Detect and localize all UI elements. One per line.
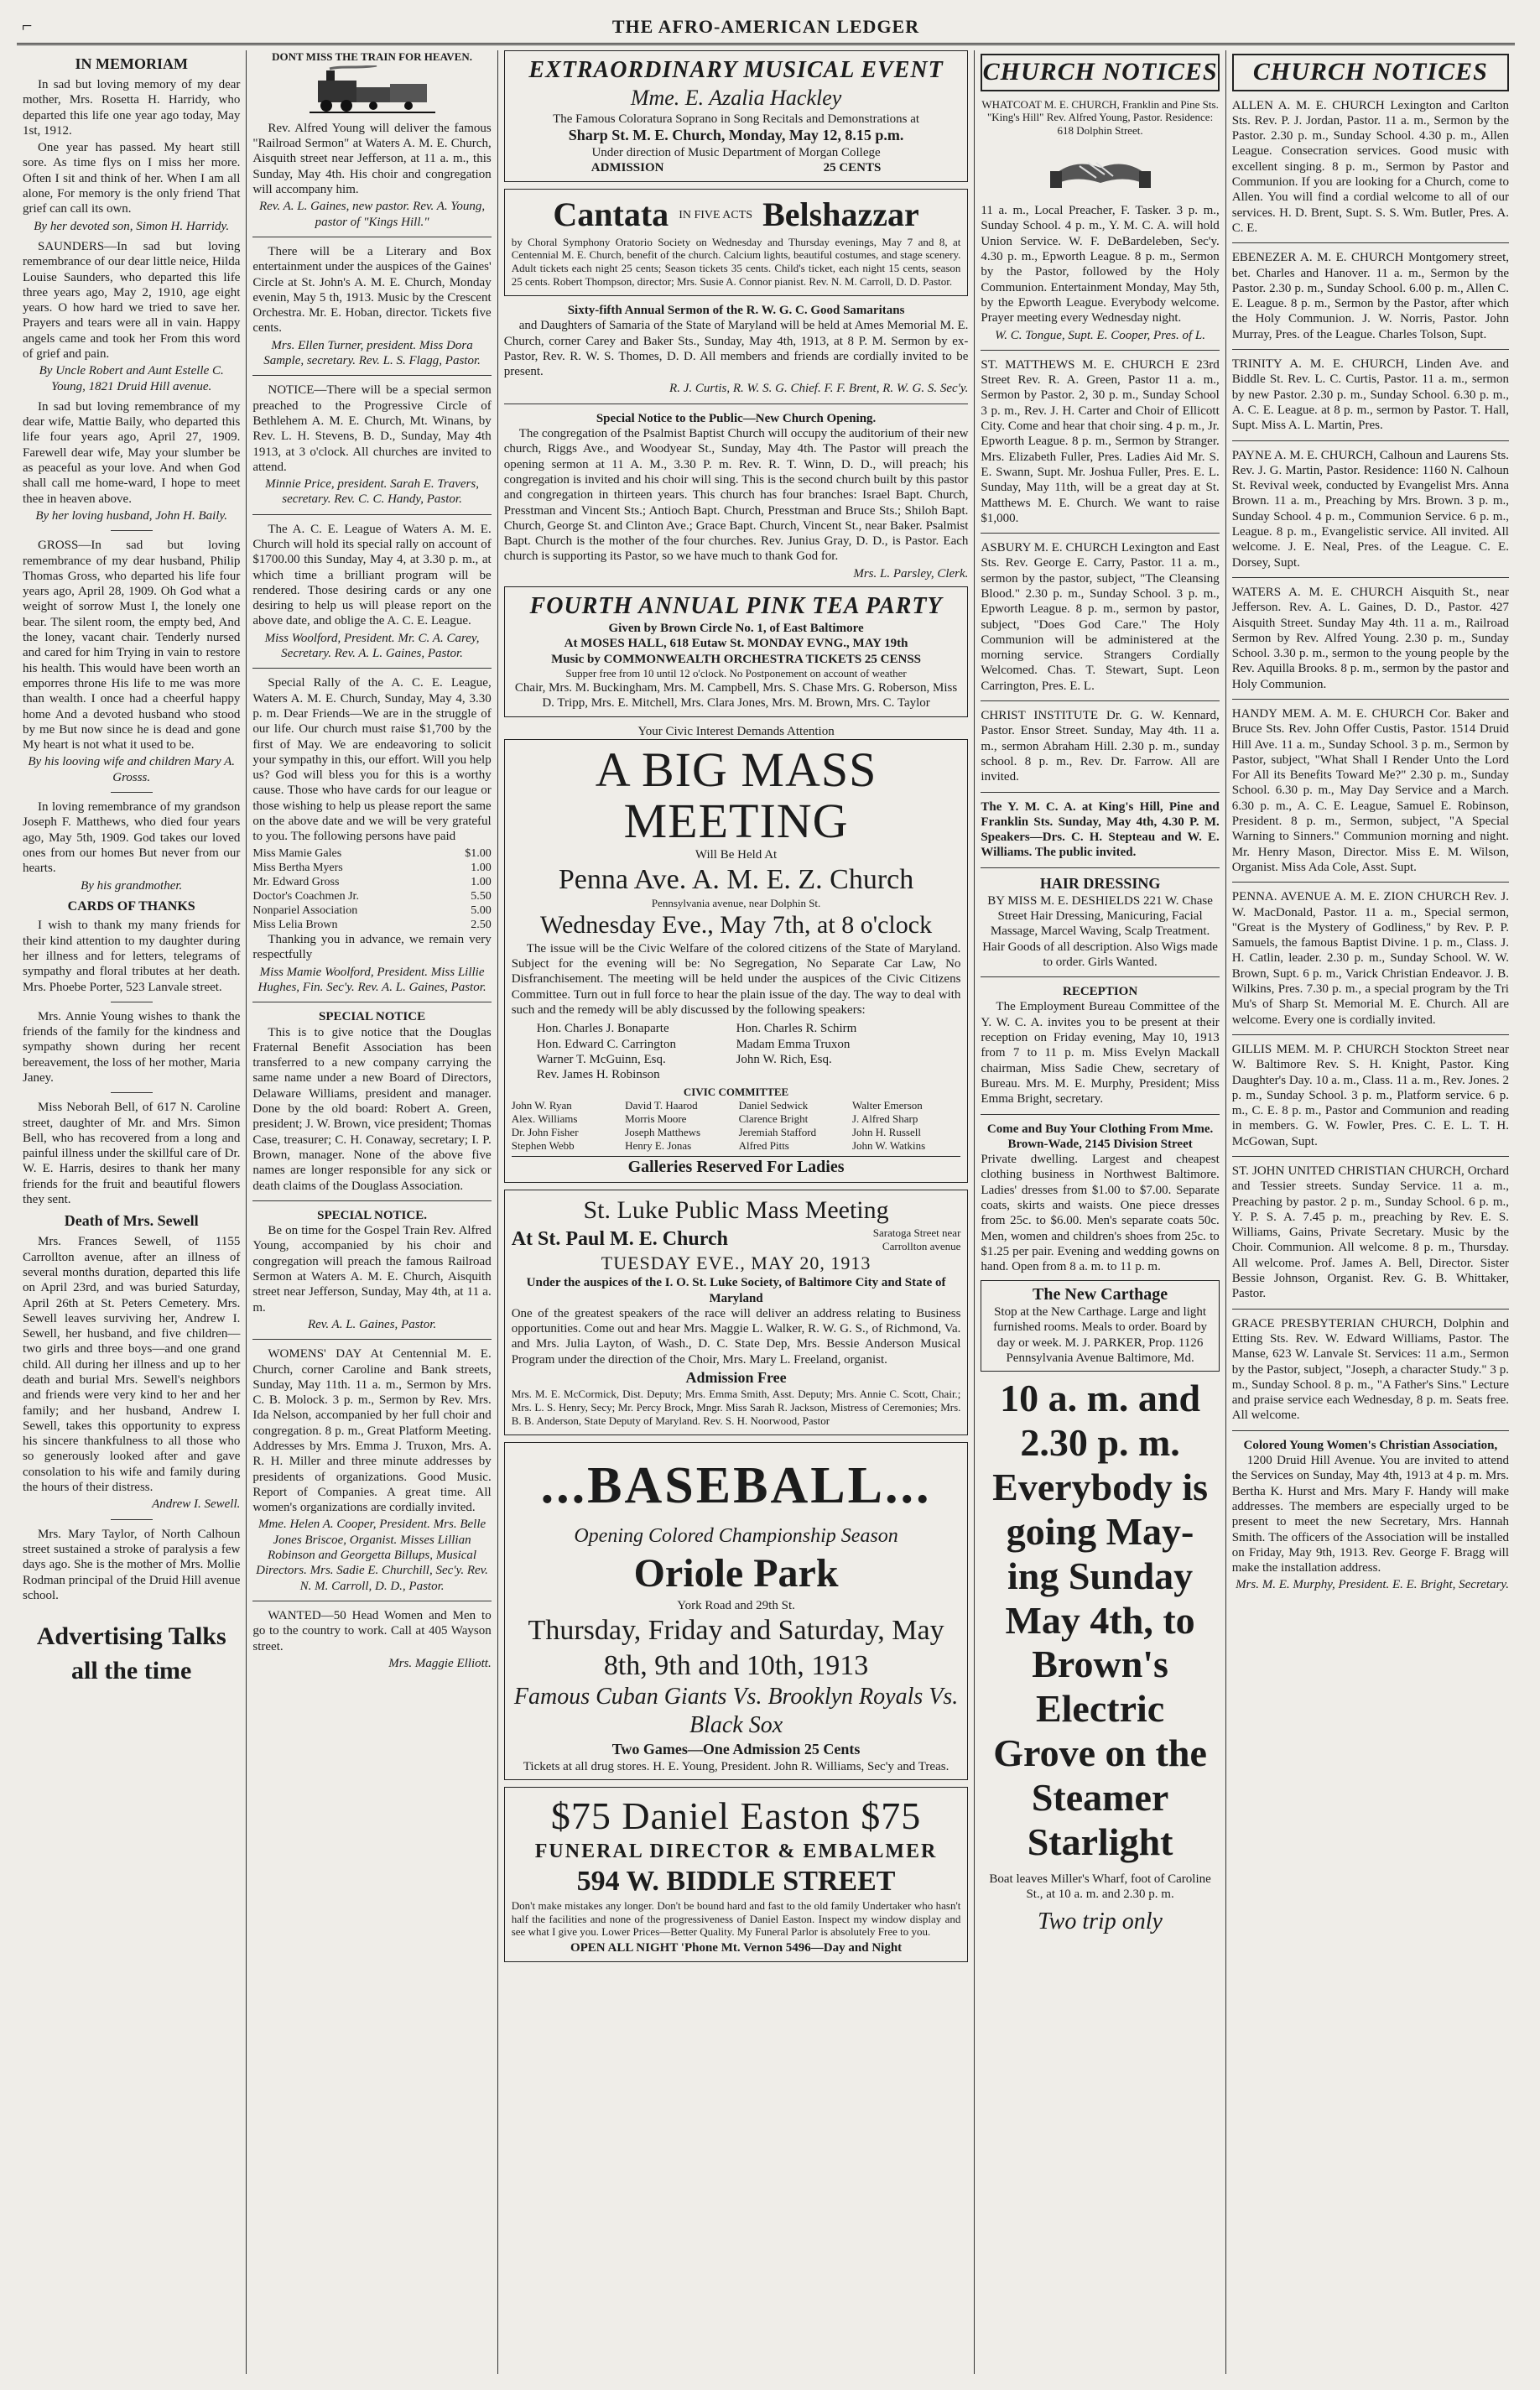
- mass-speakers: [537, 1021, 936, 1082]
- paid-amount: 5.50: [471, 889, 492, 903]
- hair-dressing-text: BY MISS M. E. DESHIELDS 221 W. Chase Street Hair Dressing, Manicuring, Facial Massage, Marcel Waving, Scalp Treatment. Hair Goods of all description. Also Wigs made to order. Girls Wanted.: [982, 893, 1218, 969]
- paid-list-row: [252, 918, 491, 932]
- paid-name: Miss Lelia Brown: [252, 919, 338, 932]
- whatcoat-services: 11 a. m., Local Preacher, F. Tasker. 3 p. m., Sunday School. 4 p. m., Y. M. C. A. will hold Union Service. W. F. DeBardeleben, Sec'y. 4.30 p. m., Epworth League. 8 p. m., Sermon by the Pastor, followed by the Holy Communion. Entertainment Monday, May 5th, by the Epworth League. Everybody welcome. Prayer meeting every Wednesday night.: [981, 204, 1220, 325]
- whatcoat-header: WHATCOAT M. E. CHURCH, Franklin and Pine Sts. "King's Hill" Rev. Alfred Young, Pastor. Residence: 618 Dolphin Street.: [981, 97, 1219, 138]
- st-luke-date: TUESDAY EVE., MAY 20, 1913: [601, 1252, 871, 1274]
- opening-heading: Special Notice to the Public—New Church Opening.: [596, 411, 877, 425]
- speaker-name: Rev. James H. Robinson: [536, 1068, 660, 1082]
- divider: [981, 976, 1219, 977]
- notice-text: NOTICE—There will be a special sermon preached to the Progressive Circle of Bethlehem A. M. E. Church, Mt. Winans, by Rev. L. H. Stevens, B. D., Sunday, May 4th 1913, at 3 o'clock. All churches are invited to attend.: [252, 383, 492, 474]
- divider: [1232, 1309, 1509, 1310]
- column-2: [247, 50, 497, 2374]
- reception-heading: RECEPTION: [1062, 985, 1138, 999]
- sewell-text: Mrs. Frances Sewell, of 1155 Carrollton avenue, after an illness of several months duration, departed this life on April 23rd, and was buried Saturday, April 26th at St. Peters Cemetery. Mrs. Sewell leaves surviving her, Andrew I. Sewell, her husband, and five children—two girls and three boys—and one grand child. All during her illness and up to her death and burial Mrs. Sewell's neighbors and friends were very kind to her and her family; and her husband, Andrew I. Sewell, takes this opportunity to express his sincere thankfulness to all those who so generously looked after and gave consolation to his wife and family during the hours of their distress.: [23, 1235, 241, 1495]
- paid-name: Mr. Edward Gross: [252, 875, 340, 888]
- paid-name: Miss Bertha Myers: [252, 861, 343, 874]
- train-heading: DONT MISS THE TRAIN FOR HEAVEN.: [272, 50, 472, 63]
- divider: [1232, 882, 1509, 883]
- civic-line: Your Civic Interest Demands Attention: [637, 724, 835, 738]
- brown-wade-heading: Come and Buy Your Clothing From Mme. Brown-Wade, 2145 Division Street: [986, 1122, 1214, 1151]
- literary-text: There will be a Literary and Box entertainment under the auspices of the Gaines' Circle at St. John's A. M. E. Church, Monday evenin, May 5 th, 1913. Music by the Crescent Orchestra. Mr. E. Hoban, director. Tickets five cents.: [252, 244, 492, 336]
- saunders-signature: By Uncle Robert and Aunt Estelle C. Young, 1821 Druid Hill avenue.: [39, 364, 224, 393]
- cantata-left: Cantata: [553, 195, 669, 233]
- divider: [981, 792, 1219, 793]
- divider: [981, 867, 1219, 868]
- committee-member: John W. Watkins: [851, 1138, 926, 1152]
- committee-member: John H. Russell: [851, 1126, 921, 1139]
- harridy-poem: One year has passed. My heart still sore. As time flys on I miss her more. Often I sit and think of her. When I am all alone, For memory is the only friend That grief can call its own.: [23, 141, 241, 216]
- matthews-text: In loving remembrance of my grandson Joseph F. Matthews, who died four years ago, May 5th, 1909. God takes our loved ones from our homes But never from our hearts.: [23, 800, 241, 876]
- hackley-ad: [504, 50, 969, 182]
- column-1: [17, 50, 247, 2374]
- notice-signature: Minnie Price, president. Sarah E. Travers, secretary. Rev. C. C. Handy, Pastor.: [265, 477, 479, 507]
- baseball-tickets: Tickets at all drug stores. H. E. Young, President. John R. Williams, Sec'y and Treas.: [523, 1759, 949, 1773]
- st-luke-officers: Mrs. M. E. McCormick, Dist. Deputy; Mrs. Emma Smith, Asst. Deputy; Mrs. Annie C. Scott, Chair.; Mrs. L. S. Henry, Secy; Mr. Percy Brock, Mngr. Miss Sarah R. Jackson, Mistress of Ceremonies; Mrs. B. B. Anderson, State Deputy of Maryland. Rev. S. H. Noorwood, Pastor: [511, 1388, 961, 1427]
- st-luke-auspices: Under the auspices of the I. O. St. Luke Society, of Baltimore City and State of Maryland: [526, 1276, 946, 1305]
- st-john-notice: ST. JOHN UNITED CHRISTIAN CHURCH, Orchard and Tessier streets. Sunday Service. 11 a. m., Preaching by pastor. 2 p. m., Sunday School. 6 p. m., Y. P. S. A. 7.45 p. m., preaching by Rev. E. S. Williams, Gains, Private Secretary. Music by the Choir. Communion. All welcome. 8 p. m., Thursday. All welcome. Prof. James A. Bell, Director. Sister Bessie Johnson, Organist. Rev. G. B. Whittaker, Pastor.: [1231, 1164, 1509, 1301]
- divider: [1232, 1430, 1509, 1431]
- mass-title: A BIG MASS MEETING: [595, 742, 877, 848]
- train-icon: [310, 65, 435, 116]
- paid-list-row: [252, 846, 491, 861]
- divider: [981, 1114, 1219, 1115]
- wanted-text: WANTED—50 Head Women and Men to go to the country to work. Call at 405 Wayson street.: [252, 1608, 492, 1653]
- anniversary-heading: Sixty-fifth Annual Sermon of the R. W. G. C. Good Samaritans: [567, 303, 905, 317]
- st-luke-admission: Admission Free: [685, 1369, 787, 1387]
- divider: [252, 1200, 491, 1201]
- literary-signature: Mrs. Ellen Turner, president. Miss Dora Sample, secretary. Rev. L. S. Flagg, Pastor.: [263, 338, 481, 368]
- ywca-heading: Colored Young Women's Christian Association,: [1243, 1438, 1498, 1452]
- easton-title: $75 Daniel Easton $75: [550, 1794, 922, 1837]
- divider: [252, 668, 491, 669]
- cantata-right: Belshazzar: [762, 195, 919, 233]
- cantata-text: by Choral Symphony Oratorio Society on Wednesday and Thursday evenings, May 7 and 8, at Centennial M. E. Church, benefit of the church. Calcium lights, beautiful costumes, and stage scenery. Adult tickets each night 25 cents; Season tickets 35 cents. Child's ticket, each night 15 cents, season 25 cents. Robert Thompson, director; Mrs. Susie A. Connor pianist. Rev. N. M. Carroll, D. D. Pastor.: [511, 235, 961, 289]
- pink-tea-line1: Given by Brown Circle No. 1, of East Baltimore: [608, 622, 864, 636]
- baily-text: In sad but loving remembrance of my dear wife, Mattie Baily, who departed this life four years ago, April 27, 1909. Farewell dear wife, May your slumber be as peaceful as your love. And when God shall call me home-ward, I hope to meet thee in heaven above.: [23, 399, 241, 506]
- divider: [981, 533, 1219, 534]
- mass-place: Penna Ave. A. M. E. Z. Church: [558, 863, 914, 895]
- rally-close: Thanking you in advance, we remain very respectfully: [252, 933, 492, 962]
- easton-text: Don't make mistakes any longer. Don't be bound hard and fast to the old family Undertaker who hasn't half the facilities and none of the progressiveness of Daniel Easton. Inspect my window display and see what I give you. Lower Prices—Better Quality. My Funeral Parlor is absolutely Free to you.: [511, 1898, 961, 1939]
- ace-signature: Miss Woolford, President. Mr. C. A. Carey, Secretary. Rev. A. L. Gaines, Pastor.: [264, 631, 480, 661]
- opening-signature: Mrs. L. Parsley, Clerk.: [853, 566, 969, 581]
- womens-day-text: WOMENS' DAY At Centennial M. E. Church, corner Caroline and Bank streets, Sunday, May 11th. 11 a. m., Sermon by Mrs. C. B. Molock. 3 p. m., Sermon by Rev. Mrs. Ida Nelson, accompanied by her full choir and congregation. 8 p. m., Great Platform Meeting. Addresses by Mrs. Emma J. Truxon, Mrs. A. R. H. Miller and three minute addresses by presidents of organizations. Good Music. Report of Companies. A great time. All women's organizations are cordially invited.: [252, 1347, 492, 1515]
- hackley-name: Mme. E. Azalia Hackley: [630, 86, 842, 111]
- easton-ad: [504, 1787, 969, 1962]
- handshake-icon: [1050, 141, 1151, 200]
- cards-of-thanks-heading: CARDS OF THANKS: [67, 898, 195, 914]
- anniversary-signature: R. J. Curtis, R. W. S. G. Chief. F. F. Brent, R. W. G. S. Sec'y.: [669, 382, 969, 396]
- masthead: [17, 12, 1515, 45]
- divider: [1232, 577, 1509, 578]
- galleries-line: Galleries Reserved For Ladies: [512, 1156, 961, 1177]
- divider: [111, 792, 153, 793]
- masthead-title: THE AFRO-AMERICAN LEDGER: [611, 16, 920, 38]
- divider: [1232, 440, 1509, 441]
- divider: [1232, 699, 1509, 700]
- hair-dressing-heading: HAIR DRESSING: [1039, 874, 1161, 892]
- pink-tea-line4: Supper free from 10 until 12 o'clock. No Postponement on account of weather: [565, 667, 907, 680]
- matthews-signature: By his grandmother.: [81, 878, 183, 893]
- st-luke-place-row: [512, 1226, 961, 1253]
- committee-member: Jeremiah Stafford: [738, 1126, 817, 1139]
- pink-tea-line3: Music by COMMONWEALTH ORCHESTRA TICKETS 25 CENSS: [551, 652, 922, 666]
- excursion-boat: Boat leaves Miller's Wharf, foot of Caroline St., at 10 a. m. and 2.30 p. m.: [989, 1872, 1211, 1902]
- church-notices-header-2: CHURCH NOTICES: [1232, 54, 1509, 91]
- train-text: Rev. Alfred Young will deliver the famous "Railroad Sermon" at Waters A. M. E. Church, Aisquith street near Jefferson, at 11 a. m., this Sunday, May 4th. His choir and congregation will accompany him.: [252, 121, 492, 197]
- divider: [111, 1519, 153, 1520]
- divider: [1232, 1156, 1509, 1157]
- columns: [17, 50, 1515, 2374]
- divider: [1232, 242, 1509, 243]
- baseball-games: Two Games—One Admission 25 Cents: [611, 1740, 861, 1757]
- cantata-mid: IN FIVE ACTS: [679, 208, 753, 221]
- carthage-ad: [981, 1280, 1219, 1372]
- mass-when: Wednesday Eve., May 7th, at 8 o'clock: [540, 911, 933, 940]
- advertising-slogan: Advertising Talks all the time: [36, 1622, 226, 1684]
- in-memoriam-heading: IN MEMORIAM: [75, 55, 188, 72]
- page-corner-mark: ⌐: [22, 15, 33, 36]
- st-luke-ad: [504, 1190, 969, 1435]
- carthage-text: Stop at the New Carthage. Large and light furnished rooms. Meals to order. Board by day or week. M. J. PARKER, Prop. 1126 Pennsylvania Avenue Baltimore, Md.: [993, 1304, 1208, 1365]
- mass-text: The issue will be the Civic Welfare of the colored citizens of the State of Maryland. Subject for the evening will be: No Segregation, No Separate Car Law, No Disfranchisement. The meeting will be held under the auspices of the Civic Citizens Committee. Turn out in full force to hear the plain issue of the day. The way to deal with such and the remedy will be ably discussed by the following speakers:: [511, 941, 961, 1017]
- committee-member: John W. Ryan: [511, 1099, 572, 1112]
- special-notice-2-text: Be on time for the Gospel Train Rev. Alfred Young, accompanied by his choir and congregation will preach the famous Railroad Sermon at Waters A. M. E. Church, Aisquith street near Jefferson, Sunday, May 4th, at 11 a. m.: [252, 1224, 492, 1315]
- brown-wade-text: Private dwelling. Largest and cheapest clothing business in Northwest Baltimore. Ladies' dresses from $1.00 to $7.00. Separate coats, skirts and waists. One piece dresses from 25c. to $6.00. Men's separate coats 50c. Men, women and children's shoes from 25c. to $1.25 per pair. Evening and wedding gowns on hand. Open from 8 a. m. to 11 p. m.: [981, 1153, 1220, 1274]
- easton-street: 594 W. BIDDLE STREET: [576, 1866, 896, 1898]
- speaker-name: Warner T. McGuinn, Esq.: [536, 1052, 666, 1066]
- divider: [252, 514, 491, 515]
- mass-meeting-ad: [504, 739, 969, 1183]
- committee-member: Clarence Bright: [738, 1112, 809, 1126]
- grace-notice: GRACE PRESBYTERIAN CHURCH, Dolphin and Etting Sts. Rev. W. Edward Williams, Pastor. The Manse, 623 W. Lanvale St. Services: 11 a.m., Sermon by the Pastor, subject, "Joseph, a character Study." 3 p. m., Sunday School. 8 p. m., "A Father's Sins." Lecture and praise service each Wednesday, 8 p. m. Seats free. All welcome.: [1231, 1316, 1509, 1423]
- baseball-ad: [504, 1442, 969, 1780]
- pink-tea-line2: At MOSES HALL, 618 Eutaw St. MONDAY EVNG., MAY 19th: [564, 637, 908, 651]
- st-matthews-notice: ST. MATTHEWS M. E. CHURCH E 23rd Street Rev. R. A. Green, Pastor 11 a. m., Sermon by Pastor. 2, 30 p. m., Sunday School 3 p. m., Rev. J. H. Carter and Choir of Ellicott City. Come and hear that choir sing. 4 p. m., Jr. Epworth League. 8 p. m., Sermon by Stranger. Mrs. Elizabeth Fuller, Pres. Ladies Aid Mr. S. E. Swann, Supt. Mr. Joshua Fuller, Pres. E. L. Sunday, May 11th, will be a great day at St. Matthews M. E. Church. We want to raise $1,000.: [981, 357, 1220, 525]
- committee-member: Daniel Sedwick: [738, 1099, 809, 1112]
- trinity-notice: TRINITY A. M. E. CHURCH, Linden Ave. and Biddle St. Rev. L. C. Curtis, Pastor. 11 a. m., sermon by new Pastor. 2.30 p. m., Sunday School. 6.30 p. m., A. C. E. League. at 8 p. m., sermon by Pastor. T. Hall, Supt. Miss A. L. Martin, Pres.: [1231, 357, 1509, 433]
- rally-text: Special Rally of the A. C. E. League, Waters A. M. E. Church, Sunday, May 4, 3.30 p. m. Dear Friends—We are in the struggle of our life. Our church must raise $1,700 by the first of May. We are endeavoring to solicit your sympathy in this, our effort. Will you help us? God will bless you for this is a worthy cause. Those who have cards for our league or those wishing to help us please report the same on the above date and we will be very grateful to you. The following persons have paid: [252, 676, 492, 844]
- easton-night: OPEN ALL NIGHT 'Phone Mt. Vernon 5496—Day and Night: [570, 1941, 903, 1955]
- divider: [252, 375, 491, 376]
- excursion-two-trip: Two trip only: [1038, 1908, 1163, 1934]
- taylor-text: Mrs. Mary Taylor, of North Calhoun street sustained a stroke of paralysis a few days ago. She is the mother of Mrs. Mollie Rodman principal of the Druid Hill avenue school.: [23, 1527, 241, 1602]
- cantata-title-row: [512, 195, 961, 236]
- payne-notice: PAYNE A. M. E. CHURCH, Calhoun and Laurens Sts. Rev. J. G. Martin, Pastor. Residence: 1160 N. Calhoun St. Revival week, conducted by Evangelist Mrs. Anna Brown. 11 a. m., Preaching by Mrs. Brown. 3 p. m., Sunday School. 4 p. m., Communion Service. 6 p. m., League. 8 p. m., Evangelistic service. All invited. All welcome. J. E. Neal, Pres. of the League. C. E. Dorsey, Supt.: [1231, 448, 1509, 570]
- speaker-name: Hon. Edward C. Carrington: [536, 1037, 676, 1051]
- harridy-text: In sad but loving memory of my dear mother, Mrs. Rosetta H. Harridy, who departed this life one year ago today, May 1st, 1912.: [23, 77, 241, 138]
- special-notice-2-heading: SPECIAL NOTICE.: [317, 1208, 427, 1222]
- ymca-notice: The Y. M. C. A. at King's Hill, Pine and Franklin Sts. Sunday, May 4th, 4.30 P. M. Speakers—Drs. C. H. Stepteau and W. E. Williams. The public invited.: [981, 799, 1220, 860]
- committee-member: Alfred Pitts: [738, 1138, 789, 1152]
- hackley-title: EXTRAORDINARY MUSICAL EVENT: [528, 57, 944, 83]
- ywca-text: 1200 Druid Hill Avenue. You are invited to attend the Services on Sunday, May 4th, 1913 at 4 p. m. Mrs. Bertha K. Hurst and Mrs. Mary F. Handy will make addresses. The members are especially urged to be present to meet the new Secretary, Mrs. Hannah Smith. The officers of the Association will be installed on Friday, May 9th, 1913. Rev. George F. Bragg will make the installation address.: [1231, 1454, 1509, 1575]
- speaker-name: Hon. Charles J. Bonaparte: [536, 1022, 669, 1036]
- civic-committee-heading: CIVIC COMMITTEE: [683, 1086, 789, 1099]
- divider: [111, 1092, 153, 1093]
- anniversary-text: and Daughters of Samaria of the State of Maryland will be held at Ames Memorial M. E. Church, corner Carey and Baker Sts., Sunday, May 4th, 1913, at 8 P. M. Sermon by ex-Pastor, Rev. R. W. S. Thomes, D. D. All members and friends are cordially invited to be present.: [503, 319, 969, 379]
- wanted-signature: Mrs. Maggie Elliott.: [388, 1656, 492, 1670]
- waters-notice: WATERS A. M. E. CHURCH Aisquith St., near Jefferson. Rev. A. L. Gaines, D. D., Pastor. 427 Aisquith Street. Sunday May 4th. 11 a. m., Railroad Sermon by Rev. Alfred Young. 2.30 p. m., Sunday School. 3.30 p. m., sermon to the young people by the Rev. Aquilla Brooks. 8 p. m., sermon by the pastor and Holy Communion.: [1231, 585, 1509, 691]
- hackley-direction: Under direction of Music Department of Morgan College: [591, 146, 881, 160]
- baseball-teams: Famous Cuban Giants Vs. Brooklyn Royals Vs. Black Sox: [513, 1684, 959, 1739]
- ace-text: The A. C. E. League of Waters A. M. E. Church will hold its special rally on account of $1700.00 this Sunday, May 4, at 3.30 p. m., at which time a brilliant program will be rendered. Those desiring cards or any one desiring to help us will please report on the above date, and oblige the A. C. E. League.: [252, 522, 492, 628]
- paid-list: [252, 846, 491, 932]
- divider: [981, 350, 1219, 351]
- committee-member: Walter Emerson: [851, 1099, 923, 1112]
- paid-list-row: [252, 861, 491, 875]
- committee-member: David T. Haarod: [625, 1099, 698, 1112]
- divider: [252, 1339, 491, 1340]
- column-3: [498, 50, 976, 2374]
- womens-day-signature: Mme. Helen A. Cooper, President. Mrs. Belle Jones Briscoe, Organist. Misses Lillian Robinson and Georgetta Billups, Musical Directors. Mrs. Sadie E. Churchill, Sec'y. Rev. N. M. Carroll, D. D., Pastor.: [256, 1518, 488, 1593]
- committee-member: Alex. Williams: [511, 1112, 578, 1126]
- speaker-name: John W. Rich, Esq.: [736, 1052, 832, 1066]
- column-4: [975, 50, 1225, 2374]
- young-thanks-text: Mrs. Annie Young wishes to thank the friends of the family for the kindness and sympathy shown during her recent bereavement, the loss of her mother, Maria Janey.: [23, 1009, 241, 1085]
- ebenezer-notice: EBENEZER A. M. E. CHURCH Montgomery street, bet. Charles and Hanover. 11 a. m., Sermon by the Pastor. 2.30 p. m., Sunday School. 6.00 p. m., Allen C. E. League. 8 p. m., Sermon by the Pastor, after which the Holy Communion. J. W. Norris, Pastor. John Murray, Pres. of the League. Charles Tolson, Supt.: [1231, 251, 1509, 341]
- paid-amount: $1.00: [465, 846, 492, 860]
- paid-amount: 2.50: [471, 919, 492, 932]
- whatcoat-signature: W. C. Tongue, Supt. E. Cooper, Pres. of L.: [995, 328, 1206, 342]
- paid-name: Nonpariel Association: [252, 903, 358, 917]
- pink-tea-line5: Chair, Mrs. M. Buckingham, Mrs. M. Campbell, Mrs. S. Chase Mrs. G. Roberson, Miss D. Tripp, Mrs. E. Mitchell, Mrs. Clara Jones, Mrs. M. Brown, Mrs. C. Taylor: [514, 680, 958, 711]
- st-luke-place: At St. Paul M. E. Church: [511, 1227, 728, 1250]
- hackley-price: 25 CENTS: [823, 161, 882, 175]
- speaker-name: [736, 1067, 936, 1082]
- paid-name: Doctor's Coachmen Jr.: [252, 889, 359, 903]
- divider: [981, 700, 1219, 701]
- sewell-heading: Death of Mrs. Sewell: [64, 1212, 199, 1230]
- mass-place-sub: Pennsylvania avenue, near Dolphin St.: [651, 897, 821, 910]
- cards-text: I wish to thank my many friends for their kind attention to my daughter during her illness and for letters, telegrams of sympathy and floral tributes at her death. Mrs. Phoebe Porter, 523 Lanvale street.: [23, 919, 241, 994]
- special-notice-heading: SPECIAL NOTICE: [318, 1010, 426, 1024]
- baseball-season: Opening Colored Championship Season: [574, 1525, 898, 1548]
- paid-amount: 5.00: [471, 903, 492, 917]
- excursion-ad: 10 a. m. and 2.30 p. m. Everybody is going May-ing Sunday May 4th, to Brown's Electric Grove on the Steamer Starlight: [992, 1377, 1209, 1864]
- train-signature: Rev. A. L. Gaines, new pastor. Rev. A. Young, pastor of "Kings Hill.": [258, 200, 486, 229]
- gross-text: GROSS—In sad but loving remembrance of my dear husband, Philip Thomas Gross, who departed his life four years ago, April 28, 1909. Oh God what a weight of sorrow Must I, the lonely one bear. The silent room, the empty bed, And the loney, vacant chair. Tenderly nursed and cared for him Trying in vain to restore his health. This would have been worth an emporres throne His life to me was more than wealth. I once had a cheerful happy home And a devoted husband who stood by me But now since he is dead and gone My heart is not what it used to be.: [23, 539, 241, 752]
- church-notices-header: CHURCH NOTICES: [981, 54, 1219, 91]
- pink-tea-ad: [504, 586, 969, 717]
- pink-tea-title: FOURTH ANNUAL PINK TEA PARTY: [529, 593, 943, 619]
- baseball-dates: Thursday, Friday and Saturday, May 8th, 9th and 10th, 1913: [528, 1615, 944, 1681]
- hackley-sub: The Famous Coloratura Soprano in Song Recitals and Demonstrations at: [553, 112, 920, 126]
- st-luke-title: St. Luke Public Mass Meeting: [583, 1196, 889, 1225]
- mass-sub: Will Be Held At: [695, 847, 778, 862]
- divider: [1232, 1034, 1509, 1035]
- asbury-notice: ASBURY M. E. CHURCH Lexington and East Sts. Rev. George E. Carry, Pastor. 11 a. m., sermon by the pastor, subject, "The Cleansing Blood." 2.30 p. m., Sunday School. 3 p. m., Epworth League. 8 p. m., sermon by pastor, subject, "Does God Care." The Holy Communion will be administered at the morning service. Strangers Cordially Welcomed. Chas. T. Stewart, Supt. Leon Carrington, Pres. E. L.: [981, 541, 1220, 693]
- opening-text: The congregation of the Psalmist Baptist Church will occupy the auditorium of their new church, Riggs Ave., and Woodyear St., Sunday, May 4th. The Pastor will preach the opening sermon at 11 A. M., 3.30 P. m. Rev. R. T. Winn, D. D., will preach; his congregation is invited and his choir will sing. This is the second church built by this pastor and congregation in thirteen years. This church has four branches: Israel Bapt. Church, Presstman and Vincent Sts.; Antioch Bapt. Church, Presstman and Bruce Sts.; Shiloh Bapt. Church, George St. and Clinton Ave.; Grace Bapt. Church, Vincent St., near Baker. Psalmist Bapt. Church is the mother of the four churches. Rev. Junius Gray, D. D., is Pastor. Each church is supporting its Pastor, so we have much to thank God for.: [503, 427, 969, 564]
- special-notice-2-signature: Rev. A. L. Gaines, Pastor.: [307, 1317, 437, 1331]
- speaker-name: Madam Emma Truxon: [736, 1037, 851, 1051]
- baily-signature: By her loving husband, John H. Baily.: [35, 508, 228, 523]
- ywca-signature: Mrs. M. E. Murphy, President. E. E. Bright, Secretary.: [1236, 1578, 1509, 1592]
- column-5: [1226, 50, 1515, 2374]
- saunders-text: SAUNDERS—In sad but loving remembrance of our dear little neice, Hilda Louise Saunders, who departed this life three years ago, May 2, 1910, age eight years. O how hard we tried to save her. Prayers and tears were all in vain. Happy angels came and took her From this word of grief and pain.: [23, 239, 241, 361]
- paid-amount: 1.00: [471, 875, 492, 888]
- committee-member: Henry E. Jonas: [625, 1138, 692, 1152]
- paid-list-row: [252, 889, 491, 903]
- committee-member: Dr. John Fisher: [511, 1126, 579, 1139]
- hackley-admission: ADMISSION: [591, 161, 664, 175]
- st-luke-place-sub: Saratoga Street near Carrollton avenue: [872, 1226, 961, 1252]
- st-luke-text: One of the greatest speakers of the race will deliver an address relating to Business opportunities. Come out and hear Mrs. Maggie L. Walker, R. W. G. S., of Richmond, Va. and Mrs. Julia Layton, of Wash., D. C. State Dep, Mrs. Bessie Anderson Musical Program under the direction of the Choir, Mrs. Mary L. Freeland, organist.: [511, 1306, 961, 1367]
- paid-amount: 1.00: [471, 861, 492, 874]
- divider: [111, 530, 153, 531]
- carthage-heading: The New Carthage: [1033, 1284, 1168, 1304]
- rally-signature: Miss Mamie Woolford, President. Miss Lillie Hughes, Fin. Sec'y. Rev. A. L. Gaines, Pastor.: [258, 965, 486, 994]
- paid-name: Miss Mamie Gales: [252, 846, 342, 860]
- special-notice-text: This is to give notice that the Douglas Fraternal Benefit Association has been transferred to a new company carrying the same name under a new Board of Directors, Delaware Williams, president and manager. Done by the old board: Robert A. Green, president; J. W. Brown, vice president; Thomas Case, treasurer; C. H. Conaway, secretary; I. P. Brown, manager. None of the above five names are longer responsible for any sick or death claims of the Douglass Association.: [252, 1025, 492, 1193]
- committee-member: Joseph Matthews: [625, 1126, 701, 1139]
- gillis-notice: GILLIS MEM. M. P. CHURCH Stockton Street near W. Baltimore Rev. S. H. Knight, Pastor. King Daughter's Day. 10 a. m., Class. 11 a. m., Rev. Jones. 2 p. m., Sunday School. 3 p. m., Platform service. 6 p. m., C. E. 8 p. m., Pastor and Communion and reading in members. G. W. Fowler, Pres. C. E. L. T. H. McGowan, Supt.: [1231, 1042, 1509, 1148]
- bell-text: Miss Neborah Bell, of 617 N. Caroline street, daughter of Mr. and Mrs. Simon Bell, who has recovered from a long and painful illness under the skillful care of Dr. W. E. Harris, desires to thank her many friends for the fruit and beautiful flowers they sent.: [23, 1101, 241, 1207]
- baseball-park-sub: York Road and 29th St.: [677, 1599, 795, 1613]
- easton-funeral: FUNERAL DIRECTOR & EMBALMER: [534, 1840, 938, 1862]
- paid-list-row: [252, 875, 491, 889]
- christ-institute-notice: CHRIST INSTITUTE Dr. G. W. Kennard, Pastor. Ensor Street. Sunday, May 4th. 11 a. m., sermon Abraham Hill. 2.30 p. m., sunday school. 8 p. m., Rev. Dr. Farrow. All are invited.: [981, 709, 1220, 784]
- committee-member: J. Alfred Sharp: [851, 1112, 918, 1126]
- baseball-park: Oriole Park: [633, 1550, 839, 1596]
- committee-member: Stephen Webb: [511, 1138, 575, 1152]
- allen-notice: ALLEN A. M. E. CHURCH Lexington and Carlton Sts. Rev. P. J. Jordan, Pastor. 11 a. m., Sermon by the Pastor. 2.30 p. m., Sunday School. 4.30 p. m., Allen League. Consecration services. Good music with excellent singing. 8 p. m., Sermon by Pastor and Communion. If you are looking for a Church, come to Allen. You will find a cordial welcome to all of our services. H. D. Brent, Supt. S. S. Wm. Butler, Pres. A. C. E.: [1231, 98, 1509, 235]
- speaker-name: Hon. Charles R. Schirm: [736, 1022, 857, 1036]
- civic-committee: [512, 1099, 961, 1152]
- reception-text: The Employment Bureau Committee of the Y. W. C. A. invites you to be present at their reception on Friday evening, May 10, 1913 from 7 to 11 p. m. Miss Evelyn Mackall chairman, Miss Sadie Chew, secretary of Bureau. Mrs. M. E. Murphy, President; Miss Emma Bright, secretary.: [981, 1000, 1220, 1106]
- sewell-signature: Andrew I. Sewell.: [152, 1497, 241, 1512]
- hackley-place: Sharp St. M. E. Church, Monday, May 12, 8.15 p.m.: [568, 127, 904, 144]
- baseball-title: ...BASEBALL...: [540, 1456, 932, 1514]
- penna-zion-notice: PENNA. AVENUE A. M. E. ZION CHURCH Rev. J. W. MacDonald, Pastor. 11 a. m., Special sermon, "Great is the Mystery of Godliness," by Rev. P. P. Samuels, the famous Baptist Divine. 1 p. m., Class. J. H. Catlin, leader. 2.30 p. m., Sunday School. W. W. Brown, Supt. 6 p. m., Varick Christian Endeavor. J. B. Wilkins, Pres. 7.30 p. m., a special program by the Tri Mu's of Sharp St. Memorial M. E. Church. All are welcome. Every one is cordially invited.: [1231, 890, 1509, 1027]
- harridy-signature: By her devoted son, Simon H. Harridy.: [34, 219, 230, 233]
- gross-signature: By his looving wife and children Mary A. Grosss.: [28, 755, 236, 784]
- cantata-ad: [504, 189, 969, 296]
- divider: [1232, 349, 1509, 350]
- committee-member: Morris Moore: [625, 1112, 687, 1126]
- handy-notice: HANDY MEM. A. M. E. CHURCH Cor. Baker and Bruce Sts. Rev. John Offer Custis, Pastor. 1514 Druid Hill Ave. 11 a. m., Sunday School. 3 p. m., Sermon by Pastor, subject, "What Shall I Render Unto the Lord For All its Benefits Toward Me?" 2.30 p. m., Sunday School. 6.30 p. m., May Day Service and a March. 6.30 p. m., A. C. E. League, Samuel E. Robinson, President. 8 p. m., Sermon, subject, "A Special Warning to Sinners." Communion morning and night. Mr. Henry Mason, Director. Miss E. M. Wilson, Organist. Miss Ada Cole, Asst. Supt.: [1231, 706, 1509, 874]
- paid-list-row: [252, 903, 491, 918]
- hackley-admission-row: [512, 160, 961, 175]
